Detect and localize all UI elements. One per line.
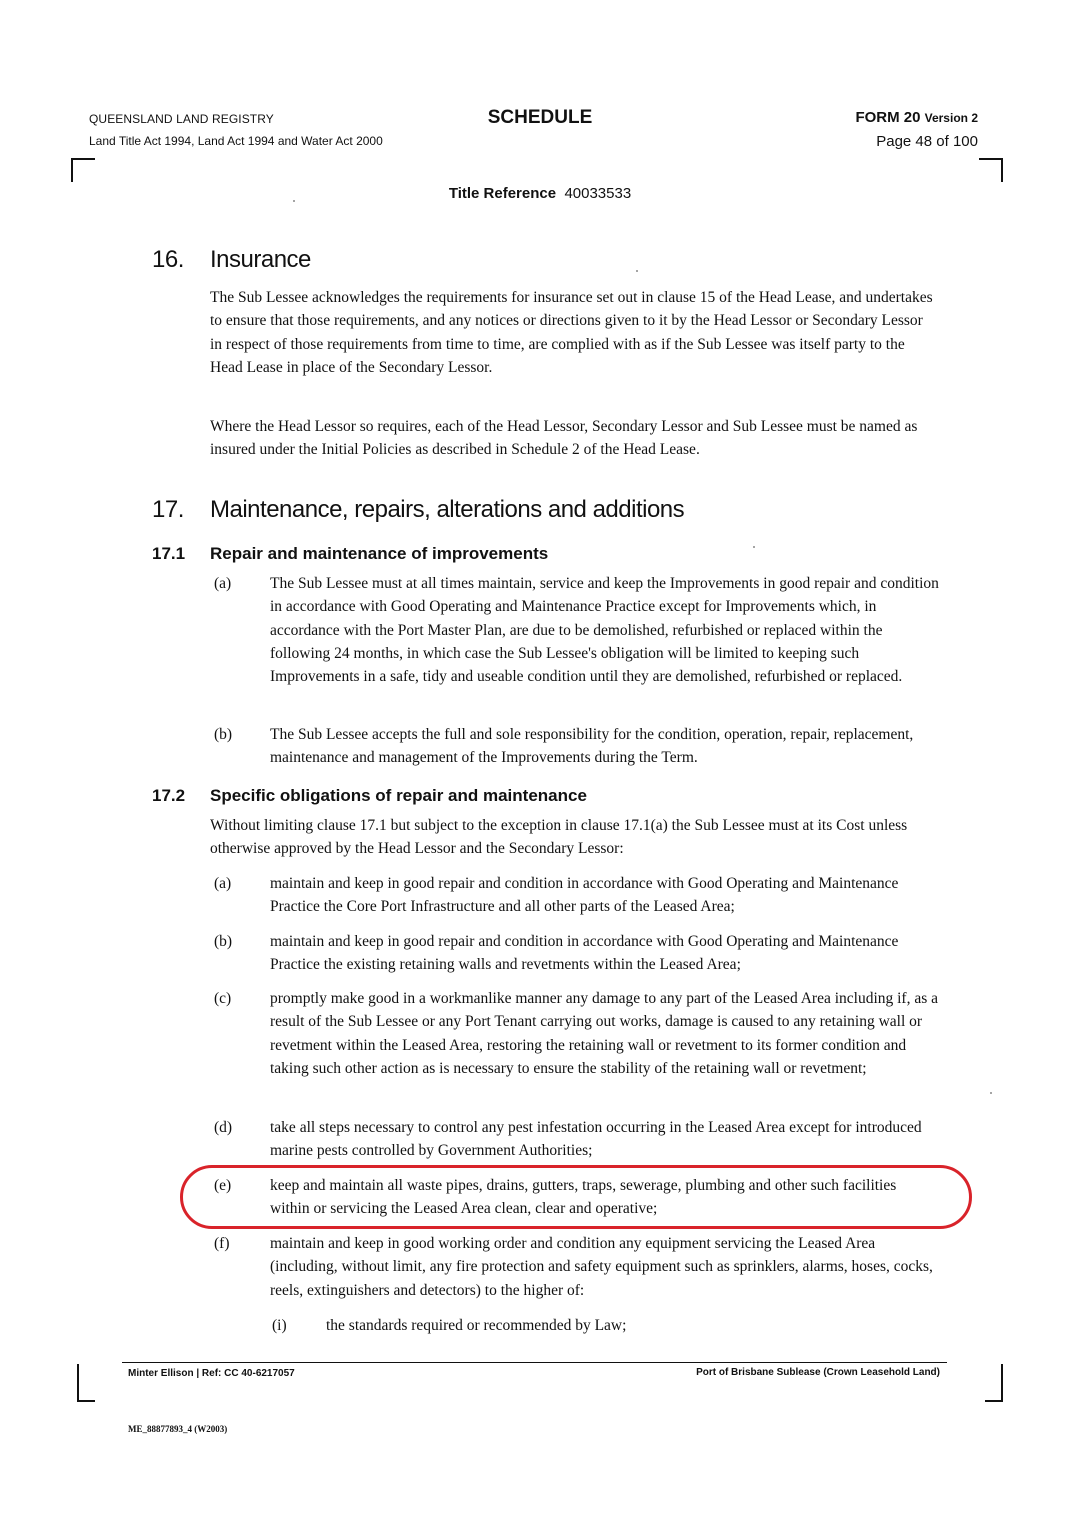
item-label: (a) <box>214 575 232 592</box>
item-text: keep and maintain all waste pipes, drains, gutters, traps, sewerage, plumbing and other such facilities within or servicing the Leased Area clean, clear and operative; <box>270 1177 897 1218</box>
item-label: (b) <box>214 726 233 743</box>
list-item <box>214 572 939 688</box>
section-title: Insurance <box>210 246 311 273</box>
title-reference <box>0 185 1080 202</box>
item-text: promptly make good in a workmanlike manner any damage to any part of the Leased Area including if, as a result of the Sub Lessee or any Port Tenant carrying out works, damage is caused to any retaining wall or revetment within the Leased Area, restoring the retaining wall or revetment to its former condition and taking such other action as is necessary to ensure the stability of the retaining wall or revetment; <box>270 990 939 1077</box>
crop-mark-bottom-left <box>77 1364 95 1402</box>
scan-speck <box>753 546 755 548</box>
page-number: Page 48 of 100 <box>876 133 978 150</box>
schedule-title: SCHEDULE <box>487 107 593 128</box>
item-text: maintain and keep in good repair and condition in accordance with Good Operating and Maintenance Practice the existing retaining walls and revetments within the Leased Area; <box>270 933 899 974</box>
clause-title: Repair and maintenance of improvements <box>210 544 549 563</box>
scan-speck <box>636 270 638 272</box>
section-number: 17. <box>152 496 184 523</box>
item-text: take all steps necessary to control any pest infestation occurring in the Leased Area except for introduced marine pests controlled by Government Authorities; <box>270 1119 922 1160</box>
item-text: maintain and keep in good working order and condition any equipment servicing the Leased Area (including, without limit, any fire protection and safety equipment such as sprinklers, alarms, hoses, cocks, reels, extinguishers and detectors) to the higher of: <box>270 1235 933 1299</box>
list-item <box>214 1116 939 1163</box>
sub-list-item <box>272 1314 912 1337</box>
form-info <box>855 106 978 153</box>
section-number: 16. <box>152 246 184 273</box>
form-version: Version 2 <box>924 111 978 125</box>
title-reference-label: Title Reference <box>448 185 557 202</box>
title-reference-value: 40033533 <box>564 185 632 202</box>
item-label: (d) <box>214 1119 233 1136</box>
item-text: The Sub Lessee accepts the full and sole responsibility for the condition, operation, repair, replacement, maintenance and management of the Improvements during the Term. <box>270 726 914 767</box>
item-label: (a) <box>214 875 232 892</box>
item-text: maintain and keep in good repair and condition in accordance with Good Operating and Maintenance Practice the Core Port Infrastructure and all other parts of the Leased Area; <box>270 875 899 916</box>
form-number: FORM 20 <box>855 109 921 126</box>
scan-speck <box>293 200 295 202</box>
insurance-paragraph-2: Where the Head Lessor so requires, each of the Head Lessor, Secondary Lessor and Sub Lessee must be named as insured under the Initial Policies as described in Schedule 2 of the Head Lease. <box>210 418 918 459</box>
footer-reference: Minter Ellison | Ref: CC 40-6217057 <box>128 1368 295 1379</box>
sub-item-label: (i) <box>272 1317 287 1334</box>
section-16-heading <box>0 246 1080 276</box>
item-label: (f) <box>214 1235 230 1252</box>
clause-title: Specific obligations of repair and maintenance <box>210 786 587 805</box>
document-id: ME_88877893_4 (W2003) <box>128 1424 228 1434</box>
list-item <box>214 872 939 919</box>
clause-number: 17.1 <box>152 544 186 563</box>
item-label: (c) <box>214 990 232 1007</box>
clause-17-2-intro: Without limiting clause 17.1 but subject to the exception in clause 17.1(a) the Sub Lessee must at its Cost unless otherwise approved by the Head Lessor and the Secondary Lessor: <box>210 817 908 858</box>
crop-mark-top-right <box>979 158 1003 182</box>
clause-number: 17.2 <box>152 786 186 805</box>
crop-mark-top-left <box>71 158 95 182</box>
item-label: (e) <box>214 1177 232 1194</box>
scan-speck <box>990 1092 992 1094</box>
registry-name: QUEENSLAND LAND REGISTRY <box>89 112 274 126</box>
insurance-paragraph-1: The Sub Lessee acknowledges the requirements for insurance set out in clause 15 of the Head Lease, and undertakes to ensure that those requirements, and any notices or directions given to it by the Head Lessor or Secondary Lessor in respect of those requirements from time to time, are complied with as if the Sub Lessee was itself party to the Head Lease in place of the Secondary Lessor. <box>210 289 933 376</box>
item-label: (b) <box>214 933 233 950</box>
item-text: The Sub Lessee must at all times maintain, service and keep the Improvements in good repair and condition in accordance with Good Operating and Maintenance Practice except for Improvements which, in accordance with the Port Master Plan, are due to be demolished, refurbished or replaced within the following 24 months, in which case the Sub Lessee's obligation will be limited to keeping such Improvements in a safe, tidy and useable condition until they are demolished, refurbished or replaced. <box>270 575 939 686</box>
list-item <box>214 1232 939 1302</box>
section-title: Maintenance, repairs, alterations and additions <box>210 496 685 523</box>
red-highlight-ellipse <box>180 1165 972 1229</box>
governing-acts: Land Title Act 1994, Land Act 1994 and Water Act 2000 <box>89 134 383 148</box>
crop-mark-bottom-right <box>985 1364 1003 1402</box>
list-item <box>214 930 939 977</box>
list-item <box>214 987 939 1080</box>
sub-item-text: the standards required or recommended by Law; <box>326 1317 627 1334</box>
footer-document-title: Port of Brisbane Sublease (Crown Leasehold Land) <box>696 1367 940 1378</box>
footer-rule <box>122 1362 947 1363</box>
section-17-heading <box>0 496 1080 526</box>
list-item <box>214 723 939 770</box>
